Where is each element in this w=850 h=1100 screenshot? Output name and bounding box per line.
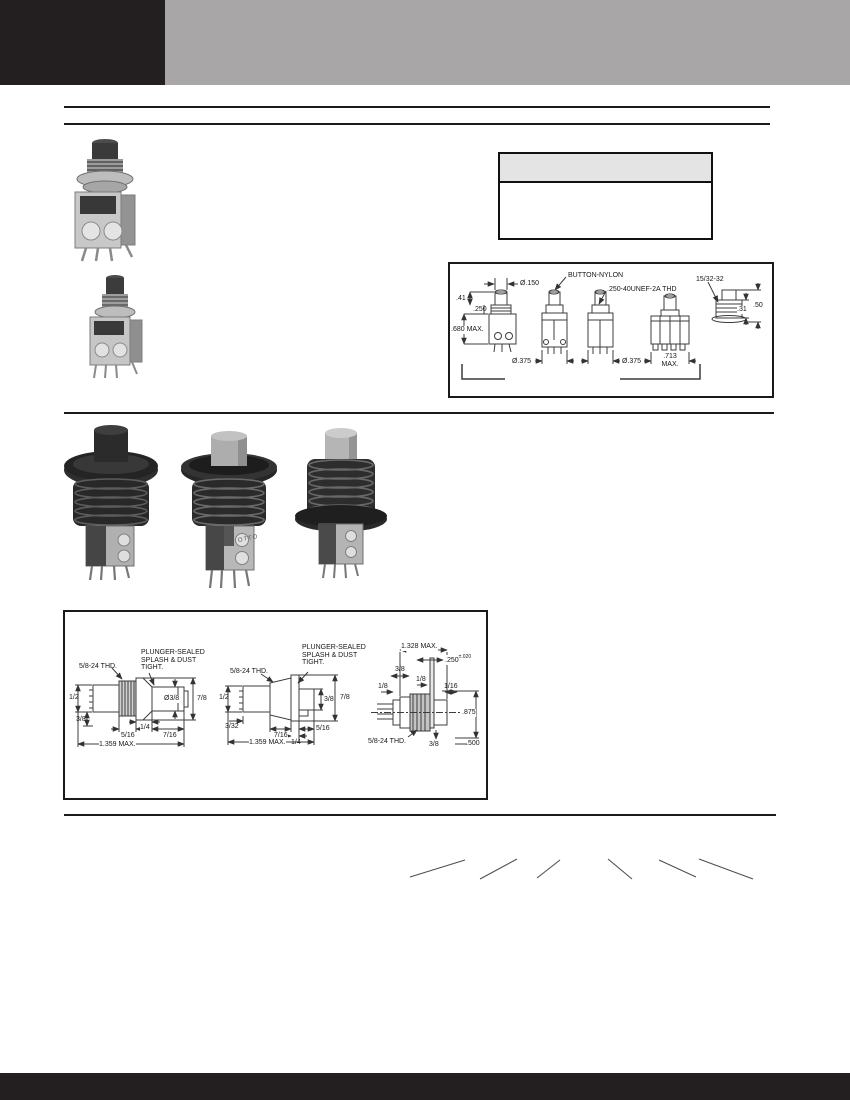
header-gray-banner — [165, 0, 850, 85]
fig3-dim-250-value: .250 — [445, 657, 459, 664]
fig3-dim-1-16: 1/16 — [444, 683, 458, 690]
dim-713-max: .713 MAX. — [656, 353, 684, 368]
dim-31: .31 — [737, 306, 747, 313]
fig1-dim-5-16: 5/16 — [121, 732, 135, 739]
fig3-thread-callout: 5/8-24 THD. — [368, 738, 406, 745]
dim-50: .50 — [753, 302, 763, 309]
fig3-dim-1-8-b: 1/8 — [416, 676, 426, 683]
spec-table-header — [500, 154, 711, 183]
fig1-dim-dia-3-8: Ø3/8 — [164, 695, 180, 702]
dimension-drawing-2 — [63, 610, 488, 800]
product-photo-round-switch-1 — [62, 420, 160, 582]
fig1-dim-max: 1.359 MAX. — [99, 741, 136, 748]
product-photo-round-switch-2 — [178, 424, 280, 594]
fig1-dim-7-8: 7/8 — [197, 695, 207, 702]
fig2-seal-callout — [302, 644, 366, 667]
top-rule-2 — [64, 123, 770, 125]
mid-rule — [64, 412, 774, 414]
product-photo-small-switch-2 — [82, 272, 148, 386]
fig1-dim-1-4: 1/4 — [140, 724, 150, 731]
footer-bar — [0, 1073, 850, 1100]
fig2-seal-line3: TIGHT. — [302, 659, 325, 667]
fig3-dim-875: .875 — [462, 709, 476, 716]
fig2-dim-5-16: 5/16 — [316, 725, 330, 732]
leader-lines — [403, 852, 755, 882]
fig3-dim-3-8-bot: 3/8 — [429, 741, 439, 748]
fig3-dim-1-8-a: 1/8 — [378, 683, 388, 690]
fig2-thread-callout: 5/8-24 THD. — [230, 668, 268, 675]
callout-button-nylon: BUTTON-NYLON — [568, 272, 624, 279]
fig2-dim-3-32: 3/32 — [225, 723, 239, 730]
dimension-drawing-2-linework — [65, 612, 486, 798]
dim-250: .250 — [473, 306, 487, 313]
dim-dia-150: Ø.150 — [520, 280, 540, 287]
header-black-tab — [0, 0, 165, 85]
dim-680-max: .680 MAX. — [451, 326, 484, 333]
dim-dia-375-b: Ø.375 — [622, 358, 642, 365]
fig3-dim-250 — [445, 655, 471, 665]
fig1-dim-half: 1/2 — [69, 694, 79, 701]
product-photo-small-switch-1 — [66, 135, 144, 267]
dim-dia-375-a: Ø.375 — [512, 358, 532, 365]
fig3-dim-max: 1.328 MAX. — [401, 643, 438, 650]
dim-41: .41 — [456, 295, 466, 302]
dimension-drawing-1-linework — [450, 264, 772, 396]
fig2-seal-line1: PLUNGER-SEALED — [302, 644, 366, 651]
fig2-dim-half: 1/2 — [219, 694, 229, 701]
bottom-rule — [64, 814, 776, 816]
fig1-seal-line3: TIGHT. — [141, 664, 164, 672]
fig3-dim-500: .500 — [466, 740, 480, 747]
spec-table — [498, 152, 713, 240]
callout-thread-1532: 15/32-32 — [696, 276, 724, 283]
fig3-dim-3-8-top: 3/8 — [395, 666, 405, 673]
fig2-dim-3-8: 3/8 — [324, 696, 334, 703]
top-rule-1 — [64, 106, 770, 108]
fig2-seal-line2: SPLASH & DUST — [302, 651, 358, 659]
fig2-dim-max: 1.359 MAX. — [249, 739, 286, 746]
fig2-dim-7-8: 7/8 — [340, 694, 350, 701]
fig2-dim-1-4: 1/4 — [291, 739, 301, 746]
fig1-seal-callout — [141, 649, 205, 672]
fig1-seal-line1: PLUNGER-SEALED — [141, 649, 205, 656]
dimension-drawing-1 — [448, 262, 774, 398]
fig1-dim-3-8: 3/8 — [76, 716, 86, 723]
product-photo-round-switch-3 — [293, 424, 389, 582]
product-marking: OTTO — [237, 533, 259, 545]
fig2-dim-7-16: 7/16 — [274, 732, 288, 739]
fig1-seal-line2: SPLASH & DUST — [141, 656, 197, 664]
callout-thread-250: .250-40UNEF-2A THD — [607, 286, 677, 293]
fig1-dim-7-16: 7/16 — [163, 732, 177, 739]
fig1-thread-callout: 5/8-24 THD. — [79, 663, 117, 670]
fig3-dim-250-tol: ±.020 — [458, 654, 472, 660]
